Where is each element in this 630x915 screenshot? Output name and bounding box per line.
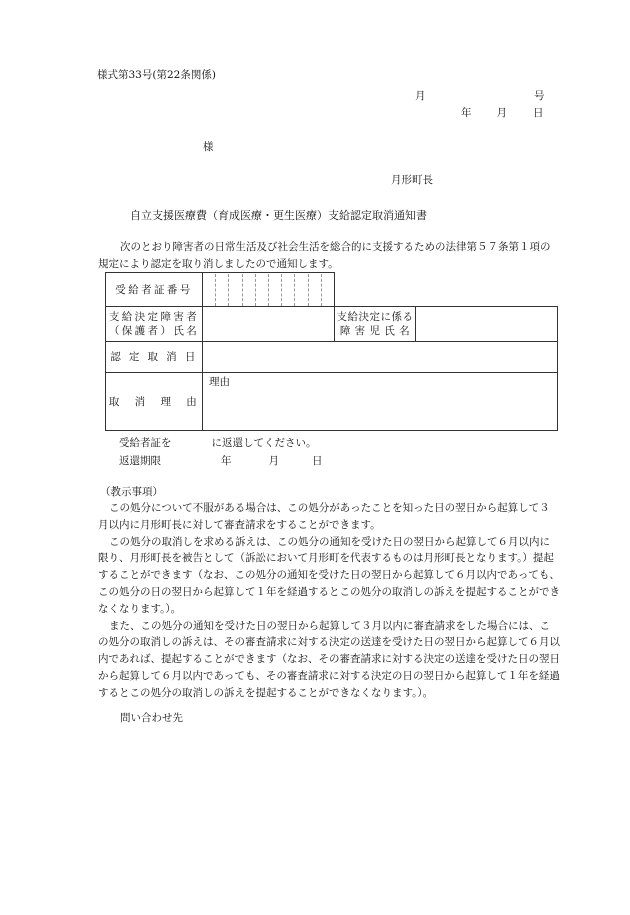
child-name-label: 支給決定に係る 障 害 児 氏 名 xyxy=(335,307,416,342)
return-deadline: 返還期限 年 月 日 xyxy=(119,455,323,467)
reason-inner-label: 理由 xyxy=(209,376,230,388)
cancel-date-label: 認 定 取 消 日 xyxy=(106,342,203,373)
notice-paragraph: この処分について不服がある場合は、この処分があったことを知った日の翌日から起算して３月以内に月形町長に対して審査請求をすることができます。 xyxy=(98,502,550,531)
digit-box xyxy=(282,274,295,306)
cancel-reason-value xyxy=(203,373,558,431)
digit-box xyxy=(243,274,256,306)
details-table xyxy=(105,272,558,431)
date-year: 年 xyxy=(461,107,472,119)
notice-text xyxy=(98,500,560,702)
notice-paragraph: この処分の取消しを求める訴えは、この処分の通知を受けた日の翌日から起算して６月以内に限り、月形町長を被告として（訴訟において月形町を代表するものは月形町長となります。）提起することができます（なお、この処分の通知を受けた日の翌日から起算して６月以内であっても、この処分の日の翌日から起算して１年を経過するとこの処分の取消しの訴えを提起することができなくなります。）。 xyxy=(98,535,560,615)
notice-paragraph: また、この処分の通知を受けた日の翌日から起算して３月以内に審査請求をした場合には、この処分の取消しの訴えは、その審査請求に対する決定の送達を受けた日の翌日から起算して６月以内であれば、提起することができます（なお、その審査請求に対する決定の送達を受けた日の翌日から起算して６月以内であっても、その審査請求に対する決定の日の翌日から起算して１年を経過するとこの処分の取消しの訴えを提起することができなくなります。）。 xyxy=(98,619,560,699)
recipient-number-boxes xyxy=(203,273,335,307)
child-name-value xyxy=(416,307,558,342)
digit-box xyxy=(269,274,282,306)
cancel-reason-label: 取 消 理 由 xyxy=(106,373,203,431)
document-title: 自立支援医療費（育成医療・更生医療）支給認定取消通知書 xyxy=(130,209,427,222)
table-row xyxy=(106,273,558,307)
addressee-suffix: 様 xyxy=(203,141,214,153)
digit-box xyxy=(309,274,322,306)
notice-heading: （教示事項） xyxy=(100,486,163,498)
table-row xyxy=(106,373,558,431)
table-row xyxy=(106,342,558,373)
recipient-number-label: 受給者証番号 xyxy=(106,273,203,307)
patient-name-label: 支給決定障害者 （保護者）氏名 xyxy=(106,307,203,342)
digit-box xyxy=(229,274,242,306)
digit-box xyxy=(295,274,308,306)
cancel-date-value xyxy=(203,342,558,373)
digit-box xyxy=(216,274,229,306)
table-blank xyxy=(335,273,558,307)
month-label: 月 xyxy=(415,90,426,102)
date-day: 日 xyxy=(533,107,544,119)
digit-box xyxy=(322,274,334,306)
date-month: 月 xyxy=(496,107,507,119)
return-instruction: 受給者証を に返還してください。 xyxy=(119,437,317,449)
number-label: 号 xyxy=(534,90,545,102)
digit-box xyxy=(256,274,269,306)
digit-box xyxy=(203,274,216,306)
inquiry-label: 問い合わせ先 xyxy=(120,712,183,724)
issue-date xyxy=(461,108,544,119)
intro-text: 次のとおり障害者の日常生活及び社会生活を総合的に支援するための法律第５７条第１項の規定により認定を取り消しましたので通知します。 xyxy=(98,241,551,270)
table-row xyxy=(106,307,558,342)
patient-name-value xyxy=(203,307,335,342)
sender: 月形町長 xyxy=(391,174,433,186)
form-number: 様式第33号(第22条関係) xyxy=(97,69,216,81)
